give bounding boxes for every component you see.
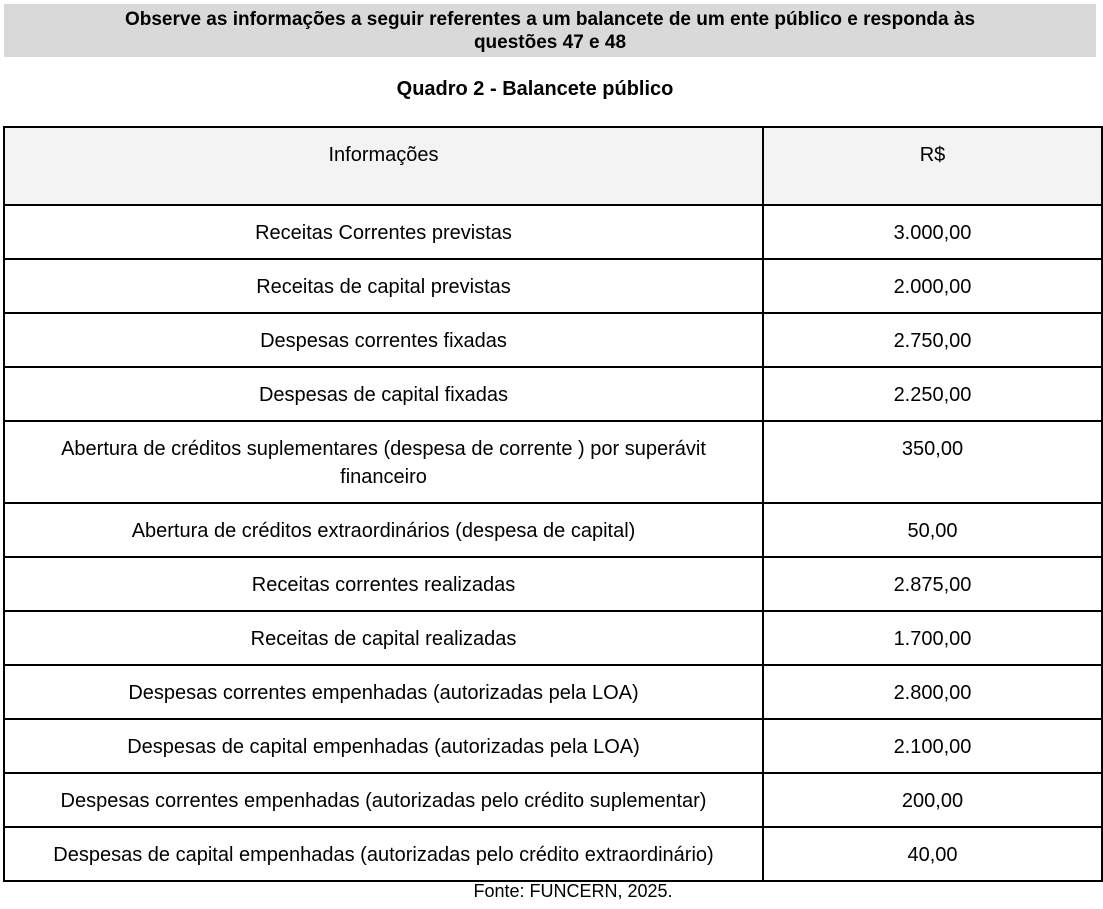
row-value: 2.800,00 [763, 665, 1102, 719]
row-value: 2.000,00 [763, 259, 1102, 313]
table-row [4, 259, 1102, 313]
row-value: 2.750,00 [763, 313, 1102, 367]
table-row [4, 665, 1102, 719]
row-label: Receitas de capital previstas [4, 259, 763, 313]
table-row [4, 367, 1102, 421]
row-label: Despesas correntes fixadas [4, 313, 763, 367]
instruction-text: Observe as informações a seguir referentes a um balancete de um ente público e responda às questões 47 e 48 [124, 8, 976, 53]
row-value: 1.700,00 [763, 611, 1102, 665]
row-label: Abertura de créditos suplementares (despesa de corrente ) por superávit financeiro [4, 421, 763, 503]
row-value: 200,00 [763, 773, 1102, 827]
row-value: 350,00 [763, 421, 1102, 503]
header-valor: R$ [763, 127, 1102, 205]
row-label: Abertura de créditos extraordinários (despesa de capital) [4, 503, 763, 557]
row-label: Receitas correntes realizadas [4, 557, 763, 611]
table-row [4, 773, 1102, 827]
table-row [4, 557, 1102, 611]
row-value: 3.000,00 [763, 205, 1102, 259]
row-value: 2.100,00 [763, 719, 1102, 773]
row-label: Despesas correntes empenhadas (autorizadas pela LOA) [4, 665, 763, 719]
source-note: Fonte: FUNCERN, 2025. [473, 881, 673, 901]
row-label: Receitas Correntes previstas [4, 205, 763, 259]
row-value: 2.875,00 [763, 557, 1102, 611]
table-row [4, 719, 1102, 773]
row-value: 40,00 [763, 827, 1102, 881]
table-row [4, 421, 1102, 503]
header-informacoes: Informações [4, 127, 763, 205]
instruction-box [4, 4, 1096, 57]
table-row [4, 827, 1102, 881]
row-label: Despesas de capital empenhadas (autorizadas pelo crédito extraordinário) [4, 827, 763, 881]
row-label: Despesas correntes empenhadas (autorizadas pelo crédito suplementar) [4, 773, 763, 827]
row-label: Despesas de capital fixadas [4, 367, 763, 421]
row-label: Receitas de capital realizadas [4, 611, 763, 665]
table-row [4, 611, 1102, 665]
row-value: 2.250,00 [763, 367, 1102, 421]
row-label: Despesas de capital empenhadas (autorizadas pela LOA) [4, 719, 763, 773]
table-title: Quadro 2 - Balancete público [396, 78, 674, 100]
row-value: 50,00 [763, 503, 1102, 557]
table-row [4, 503, 1102, 557]
table-row [4, 205, 1102, 259]
table-header-row [4, 127, 1102, 205]
balance-table [3, 126, 1103, 882]
table-row [4, 313, 1102, 367]
